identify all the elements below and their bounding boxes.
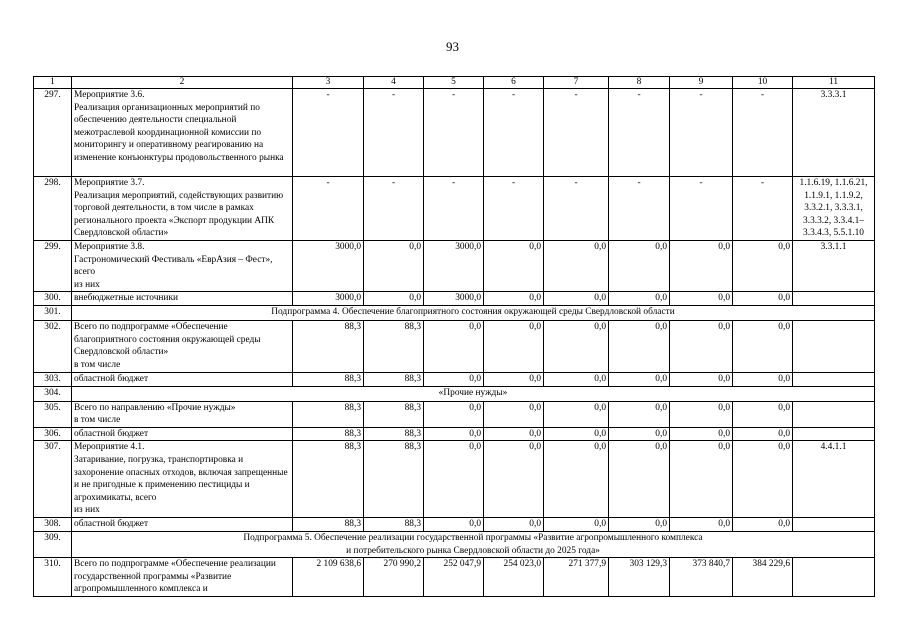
value-cell: 0,0 bbox=[670, 320, 733, 372]
value-cell: 0,0 bbox=[670, 372, 733, 386]
value-cell: 0,0 bbox=[609, 441, 670, 518]
column-header: 10 bbox=[733, 77, 793, 89]
value-cell: 384 229,6 bbox=[733, 558, 793, 597]
value-cell: 0,0 bbox=[609, 240, 670, 291]
value-cell: 0,0 bbox=[424, 372, 484, 386]
target-reference bbox=[793, 427, 875, 441]
value-cell: 0,0 bbox=[424, 427, 484, 441]
value-cell: 0,0 bbox=[733, 441, 793, 518]
value-cell: 303 129,3 bbox=[609, 558, 670, 597]
row-number: 308. bbox=[34, 518, 72, 532]
value-cell: 0,0 bbox=[733, 401, 793, 427]
value-cell: 0,0 bbox=[733, 320, 793, 372]
column-header: 9 bbox=[670, 77, 733, 89]
value-cell: 0,0 bbox=[484, 292, 544, 306]
row-number: 305. bbox=[34, 401, 72, 427]
value-cell: 0,0 bbox=[733, 372, 793, 386]
value-cell: 252 047,9 bbox=[424, 558, 484, 597]
value-cell: 0,0 bbox=[364, 292, 424, 306]
row-description: Мероприятие 3.6. Реализация организационных мероприятий по обеспечению деятельности специальной межотраслевой координационной комиссии по мониторингу и оперативному реагированию на изменение конъюнктуры продовольственного рынка bbox=[72, 89, 293, 177]
row-number: 302. bbox=[34, 320, 72, 372]
value-cell: 0,0 bbox=[424, 320, 484, 372]
value-cell: 88,3 bbox=[364, 427, 424, 441]
page-number: 93 bbox=[446, 39, 459, 54]
value-cell: 0,0 bbox=[670, 240, 733, 291]
value-cell: 0,0 bbox=[609, 518, 670, 532]
value-cell: 0,0 bbox=[733, 292, 793, 306]
value-cell: 0,0 bbox=[484, 320, 544, 372]
value-cell: 0,0 bbox=[424, 441, 484, 518]
value-cell: 0,0 bbox=[424, 518, 484, 532]
column-header: 6 bbox=[484, 77, 544, 89]
value-cell: 0,0 bbox=[733, 240, 793, 291]
value-cell: 88,3 bbox=[364, 518, 424, 532]
row-description: областной бюджет bbox=[72, 372, 293, 386]
column-header: 3 bbox=[293, 77, 364, 89]
target-reference bbox=[793, 320, 875, 372]
table-row bbox=[34, 427, 875, 441]
row-number: 310. bbox=[34, 558, 72, 597]
row-number: 299. bbox=[34, 240, 72, 291]
column-header: 11 bbox=[793, 77, 875, 89]
section-heading: «Прочие нужды» bbox=[72, 386, 875, 401]
target-reference bbox=[793, 372, 875, 386]
value-cell: 0,0 bbox=[544, 401, 609, 427]
value-cell: 0,0 bbox=[484, 372, 544, 386]
row-description: Мероприятие 3.8. Гастрономический Фестиваль «ЕврАзия – Фест», всего из них bbox=[72, 240, 293, 291]
table-row bbox=[34, 441, 875, 518]
column-header: 7 bbox=[544, 77, 609, 89]
value-cell: 0,0 bbox=[733, 518, 793, 532]
value-cell: 254 023,0 bbox=[484, 558, 544, 597]
table-row bbox=[34, 518, 875, 532]
value-cell: 0,0 bbox=[609, 292, 670, 306]
value-cell: 3000,0 bbox=[424, 240, 484, 291]
value-cell: - bbox=[484, 177, 544, 241]
value-cell: 0,0 bbox=[609, 401, 670, 427]
value-cell: 271 377,9 bbox=[544, 558, 609, 597]
value-cell: 0,0 bbox=[544, 372, 609, 386]
section-heading: Подпрограмма 4. Обеспечение благоприятного состояния окружающей среды Свердловской области bbox=[72, 305, 875, 320]
value-cell: - bbox=[364, 177, 424, 241]
value-cell: 88,3 bbox=[293, 401, 364, 427]
value-cell: 0,0 bbox=[609, 427, 670, 441]
value-cell: 88,3 bbox=[293, 372, 364, 386]
row-number: 297. bbox=[34, 89, 72, 177]
row-description: Всего по направлению «Прочие нужды» в том числе bbox=[72, 401, 293, 427]
value-cell: 88,3 bbox=[364, 372, 424, 386]
row-number: 303. bbox=[34, 372, 72, 386]
value-cell: 0,0 bbox=[544, 518, 609, 532]
value-cell: 88,3 bbox=[293, 441, 364, 518]
table-row bbox=[34, 240, 875, 291]
value-cell: 0,0 bbox=[544, 292, 609, 306]
table-row bbox=[34, 401, 875, 427]
table-row bbox=[34, 372, 875, 386]
value-cell: 88,3 bbox=[293, 427, 364, 441]
budget-table bbox=[33, 76, 875, 597]
table-row bbox=[34, 558, 875, 597]
value-cell: - bbox=[544, 177, 609, 241]
value-cell: 0,0 bbox=[484, 401, 544, 427]
value-cell: 88,3 bbox=[364, 441, 424, 518]
value-cell: 270 990,2 bbox=[364, 558, 424, 597]
value-cell: 0,0 bbox=[670, 401, 733, 427]
value-cell: 0,0 bbox=[484, 441, 544, 518]
table-row bbox=[34, 320, 875, 372]
table-row bbox=[34, 531, 875, 557]
column-header: 2 bbox=[72, 77, 293, 89]
value-cell: - bbox=[484, 89, 544, 177]
table-row bbox=[34, 177, 875, 241]
value-cell: - bbox=[609, 177, 670, 241]
value-cell: - bbox=[733, 177, 793, 241]
value-cell: 0,0 bbox=[544, 320, 609, 372]
row-description: Всего по подпрограмме «Обеспечение реализации государственной программы «Развитие агропромышленного комплекса и bbox=[72, 558, 293, 597]
target-reference bbox=[793, 558, 875, 597]
row-number: 300. bbox=[34, 292, 72, 306]
value-cell: 88,3 bbox=[364, 320, 424, 372]
value-cell: 88,3 bbox=[293, 320, 364, 372]
target-reference: 4.4.1.1 bbox=[793, 441, 875, 518]
table-row bbox=[34, 305, 875, 320]
value-cell: 0,0 bbox=[733, 427, 793, 441]
row-description: областной бюджет bbox=[72, 427, 293, 441]
value-cell: - bbox=[364, 89, 424, 177]
value-cell: 88,3 bbox=[293, 518, 364, 532]
value-cell: 0,0 bbox=[670, 292, 733, 306]
column-header: 4 bbox=[364, 77, 424, 89]
value-cell: 0,0 bbox=[484, 240, 544, 291]
target-reference bbox=[793, 292, 875, 306]
value-cell: 0,0 bbox=[544, 427, 609, 441]
target-reference: 1.1.6.19, 1.1.6.21, 1.1.9.1, 1.1.9.2, 3.3.2.1, 3.3.3.1, 3.3.3.2, 3.3.4.1–3.3.4.3, 5.5.1.10 bbox=[793, 177, 875, 241]
value-cell: - bbox=[424, 177, 484, 241]
target-reference: 3.3.1.1 bbox=[793, 240, 875, 291]
value-cell: - bbox=[293, 177, 364, 241]
row-number: 309. bbox=[34, 531, 72, 557]
value-cell: 3000,0 bbox=[293, 240, 364, 291]
row-description: Мероприятие 3.7. Реализация мероприятий, содействующих развитию торговой деятельности, в том числе в рамках регионального проекта «Экспорт продукции АПК Свердловской области» bbox=[72, 177, 293, 241]
value-cell: 0,0 bbox=[544, 441, 609, 518]
row-description: областной бюджет bbox=[72, 518, 293, 532]
row-number: 304. bbox=[34, 386, 72, 401]
row-number: 298. bbox=[34, 177, 72, 241]
value-cell: 373 840,7 bbox=[670, 558, 733, 597]
row-number: 301. bbox=[34, 305, 72, 320]
value-cell: 0,0 bbox=[670, 427, 733, 441]
row-description: внебюджетные источники bbox=[72, 292, 293, 306]
value-cell: - bbox=[670, 89, 733, 177]
value-cell: - bbox=[670, 177, 733, 241]
column-header: 8 bbox=[609, 77, 670, 89]
row-description: Мероприятие 4.1. Затаривание, погрузка, транспортировка и захоронение опасных отходов, включая запрещенные и не пригодные к применению пестициды и агрохимикаты, всего из них bbox=[72, 441, 293, 518]
row-number: 306. bbox=[34, 427, 72, 441]
value-cell: - bbox=[733, 89, 793, 177]
target-reference bbox=[793, 518, 875, 532]
value-cell: 3000,0 bbox=[424, 292, 484, 306]
value-cell: 0,0 bbox=[364, 240, 424, 291]
target-reference bbox=[793, 401, 875, 427]
value-cell: 0,0 bbox=[484, 427, 544, 441]
value-cell: - bbox=[544, 89, 609, 177]
table-row bbox=[34, 89, 875, 177]
section-heading: Подпрограмма 5. Обеспечение реализации государственной программы «Развитие агропромышленного комплекса и потребительского рынка Свердловской области до 2025 года» bbox=[72, 531, 875, 557]
row-description: Всего по подпрограмме «Обеспечение благоприятного состояния окружающей среды Свердловской области» в том числе bbox=[72, 320, 293, 372]
value-cell: 88,3 bbox=[364, 401, 424, 427]
target-reference: 3.3.3.1 bbox=[793, 89, 875, 177]
value-cell: 0,0 bbox=[424, 401, 484, 427]
value-cell: 0,0 bbox=[670, 518, 733, 532]
value-cell: - bbox=[424, 89, 484, 177]
value-cell: - bbox=[293, 89, 364, 177]
value-cell: - bbox=[609, 89, 670, 177]
value-cell: 0,0 bbox=[670, 441, 733, 518]
value-cell: 0,0 bbox=[484, 518, 544, 532]
table-row bbox=[34, 292, 875, 306]
value-cell: 2 109 638,6 bbox=[293, 558, 364, 597]
value-cell: 0,0 bbox=[609, 372, 670, 386]
value-cell: 0,0 bbox=[544, 240, 609, 291]
value-cell: 0,0 bbox=[609, 320, 670, 372]
row-number: 307. bbox=[34, 441, 72, 518]
column-header: 5 bbox=[424, 77, 484, 89]
value-cell: 3000,0 bbox=[293, 292, 364, 306]
column-header: 1 bbox=[34, 77, 72, 89]
header-row bbox=[34, 77, 875, 89]
table-row bbox=[34, 386, 875, 401]
